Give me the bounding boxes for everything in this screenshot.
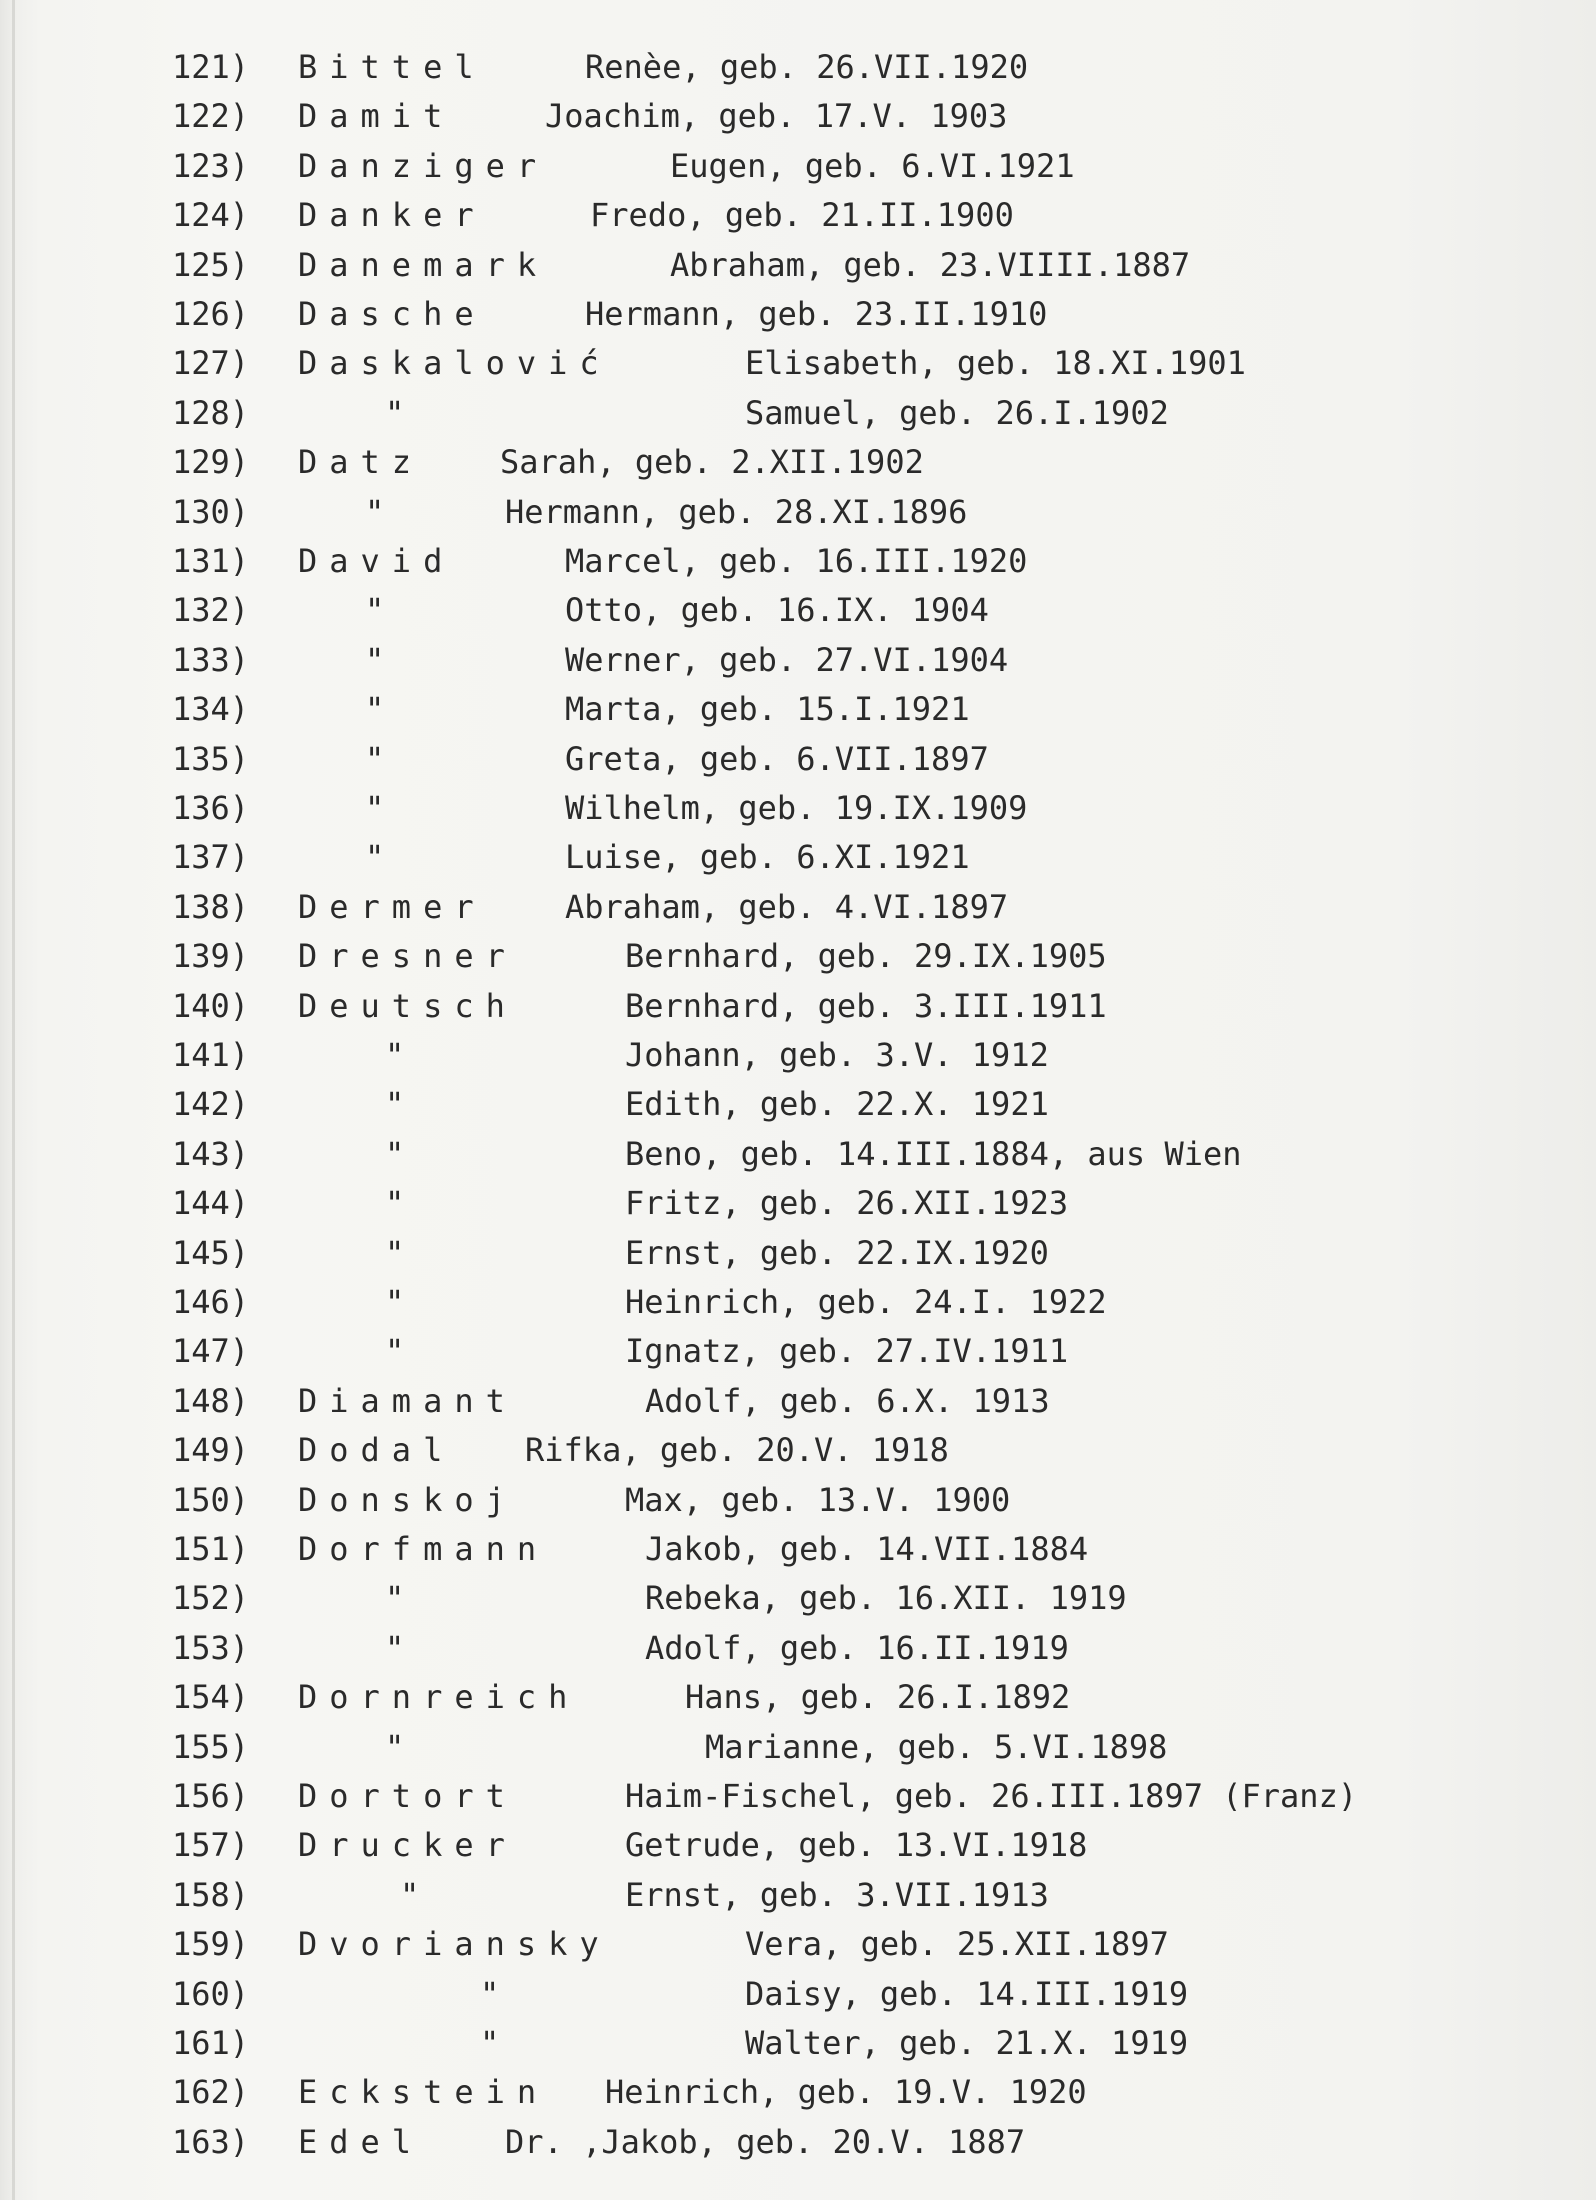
entry-details: Johann, geb. 3.V. 1912 [625,1036,1049,1074]
list-item [0,1230,1596,1276]
ditto-mark: " [365,838,385,877]
entry-details: Eugen, geb. 6.VI.1921 [670,146,1075,185]
surname: Bittel [298,48,486,86]
list-item [0,390,1596,436]
surname: Drucker [298,1826,517,1865]
entry-number: 161) [172,2024,250,2062]
entry-details: Luise, geb. 6.XI.1921 [565,838,970,877]
entry-number: 128) [172,393,250,432]
entry-number: 124) [172,196,250,235]
ditto-mark: " [385,393,405,432]
entry-details: Bernhard, geb. 29.IX.1905 [625,937,1107,976]
entry-details: Adolf, geb. 6.X. 1913 [645,1381,1050,1420]
surname: Donskoj [298,1480,517,1519]
entry-details: Max, geb. 13.V. 1900 [625,1480,1011,1519]
list-item [0,1279,1596,1325]
entry-number: 154) [172,1678,250,1717]
list-item [0,1131,1596,1177]
entry-details: Daisy, geb. 14.III.1919 [745,1974,1189,2013]
list-item [0,686,1596,732]
entry-details: Edith, geb. 22.X. 1921 [625,1085,1049,1124]
list-item [0,2119,1596,2165]
surname: Dorfmann [298,1530,549,1568]
entry-details: Otto, geb. 16.IX. 1904 [565,591,989,630]
list-item [0,983,1596,1029]
list-item [0,587,1596,633]
entry-number: 138) [172,887,250,926]
surname: Dvoriansky [298,1925,611,1964]
ditto-mark: " [385,1085,405,1124]
entry-number: 125) [172,245,250,284]
surname: Dasche [298,295,486,333]
list-item [0,1724,1596,1770]
entry-details: Fritz, geb. 26.XII.1923 [625,1184,1069,1223]
entry-number: 126) [172,295,250,333]
entry-details: Vera, geb. 25.XII.1897 [745,1925,1169,1964]
entry-number: 127) [172,344,250,383]
list-item [0,1328,1596,1374]
list-item [0,143,1596,189]
ditto-mark: " [365,739,385,778]
list-item [0,2069,1596,2115]
surname: Datz [298,443,424,482]
entry-details: Abraham, geb. 4.VI.1897 [565,887,1009,926]
entry-details: Dr. ,Jakob, geb. 20.V. 1887 [505,2122,1026,2161]
entry-details: Sarah, geb. 2.XII.1902 [500,443,924,482]
entry-details: Adolf, geb. 16.II.1919 [645,1628,1069,1667]
entry-number: 157) [172,1826,250,1865]
ditto-mark: " [385,1332,405,1371]
entry-number: 163) [172,2122,250,2161]
entry-details: Hermann, geb. 23.II.1910 [585,295,1048,333]
entry-number: 156) [172,1777,250,1815]
ditto-mark: " [365,492,385,531]
list-item [0,1032,1596,1078]
entry-number: 134) [172,690,250,729]
surname: Dornreich [298,1678,580,1717]
list-item [0,1081,1596,1127]
surname: Dresner [298,937,517,976]
entry-details: Abraham, geb. 23.VIIII.1887 [670,245,1191,284]
list-item [0,1822,1596,1868]
entry-details: Marta, geb. 15.I.1921 [565,690,970,729]
ditto-mark: " [365,591,385,630]
entry-details: Jakob, geb. 14.VII.1884 [645,1530,1089,1568]
list-item [0,1971,1596,2017]
ditto-mark: " [385,1184,405,1223]
entry-details: Getrude, geb. 13.VI.1918 [625,1826,1088,1865]
ditto-mark: " [365,640,385,679]
entry-number: 159) [172,1925,250,1964]
ditto-mark: " [385,1727,405,1766]
entry-details: Heinrich, geb. 19.V. 1920 [605,2073,1087,2112]
surname: Diamant [298,1381,517,1420]
entry-number: 132) [172,591,250,630]
entry-details: Bernhard, geb. 3.III.1911 [625,986,1107,1025]
ditto-mark: " [385,1036,405,1074]
list-item [0,1674,1596,1720]
entry-number: 142) [172,1085,250,1124]
entry-details: Ignatz, geb. 27.IV.1911 [625,1332,1069,1371]
entry-details: Renèe, geb. 26.VII.1920 [585,48,1029,86]
entry-details: Haim-Fischel, geb. 26.III.1897 (Franz) [625,1777,1358,1815]
entry-details: Heinrich, geb. 24.I. 1922 [625,1283,1107,1321]
ditto-mark: " [400,1875,420,1914]
surname: Danziger [298,146,549,185]
ditto-mark: " [385,1579,405,1618]
entry-number: 121) [172,48,250,86]
list-item [0,439,1596,485]
list-item [0,637,1596,683]
list-item [0,1526,1596,1572]
ditto-mark: " [385,1134,405,1173]
entry-details: Rebeka, geb. 16.XII. 1919 [645,1579,1127,1618]
list-item [0,1625,1596,1671]
entry-details: Marcel, geb. 16.III.1920 [565,542,1028,580]
surname: Damit [298,97,455,136]
entry-number: 162) [172,2073,250,2112]
entry-number: 130) [172,492,250,531]
list-item [0,93,1596,139]
surname: Edel [298,2122,424,2161]
entry-details: Hans, geb. 26.I.1892 [685,1678,1071,1717]
surname: Danemark [298,245,549,284]
entry-number: 160) [172,1974,250,2013]
entry-number: 140) [172,986,250,1025]
entry-number: 152) [172,1579,250,1618]
entry-details: Fredo, geb. 21.II.1900 [590,196,1014,235]
list-item [0,933,1596,979]
entry-number: 149) [172,1431,250,1470]
list-item [0,1872,1596,1918]
list-item [0,1180,1596,1226]
entry-details: Joachim, geb. 17.V. 1903 [545,97,1008,136]
entry-number: 143) [172,1134,250,1173]
entry-number: 123) [172,146,250,185]
entry-number: 141) [172,1036,250,1074]
ditto-mark: " [385,1283,405,1321]
entry-number: 122) [172,97,250,136]
list-item [0,242,1596,288]
ditto-mark: " [385,1233,405,1272]
list-item [0,736,1596,782]
entry-details: Ernst, geb. 22.IX.1920 [625,1233,1049,1272]
surname: David [298,542,455,580]
list-item [0,1773,1596,1819]
list-item [0,192,1596,238]
entry-details: Elisabeth, geb. 18.XI.1901 [745,344,1246,383]
ditto-mark: " [480,1974,500,2013]
entry-number: 148) [172,1381,250,1420]
list-item [0,1575,1596,1621]
entry-details: Greta, geb. 6.VII.1897 [565,739,989,778]
surname: Dodal [298,1431,455,1470]
list-item [0,2020,1596,2066]
entry-number: 135) [172,739,250,778]
list-item [0,340,1596,386]
list-item [0,1921,1596,1967]
surname: Danker [298,196,486,235]
list-item [0,489,1596,535]
entry-number: 151) [172,1530,250,1568]
list-item [0,1477,1596,1523]
entry-details: Marianne, geb. 5.VI.1898 [705,1727,1168,1766]
surname: Dortort [298,1777,517,1815]
entry-number: 136) [172,789,250,827]
ditto-mark: " [385,1628,405,1667]
entry-number: 137) [172,838,250,877]
entry-number: 150) [172,1480,250,1519]
surname: Daskalović [298,344,611,383]
entry-details: Hermann, geb. 28.XI.1896 [505,492,968,531]
entry-number: 147) [172,1332,250,1371]
list-item [0,291,1596,337]
ditto-mark: " [365,789,385,827]
entry-number: 158) [172,1875,250,1914]
list-item [0,1427,1596,1473]
surname: Eckstein [298,2073,549,2112]
entry-details: Beno, geb. 14.III.1884, aus Wien [625,1134,1242,1173]
entry-number: 129) [172,443,250,482]
entry-details: Walter, geb. 21.X. 1919 [745,2024,1189,2062]
entry-details: Wilhelm, geb. 19.IX.1909 [565,789,1028,827]
entry-details: Samuel, geb. 26.I.1902 [745,393,1169,432]
entry-number: 155) [172,1727,250,1766]
entry-number: 153) [172,1628,250,1667]
list-item [0,834,1596,880]
list-item [0,884,1596,930]
entry-number: 144) [172,1184,250,1223]
list-item [0,44,1596,90]
surname: Dermer [298,887,486,926]
entry-number: 139) [172,937,250,976]
entry-number: 145) [172,1233,250,1272]
entry-number: 131) [172,542,250,580]
list-item [0,538,1596,584]
entry-details: Rifka, geb. 20.V. 1918 [525,1431,949,1470]
entry-number: 146) [172,1283,250,1321]
list-item [0,1378,1596,1424]
ditto-mark: " [480,2024,500,2062]
list-item [0,785,1596,831]
surname: Deutsch [298,986,517,1025]
entry-details: Werner, geb. 27.VI.1904 [565,640,1009,679]
entry-details: Ernst, geb. 3.VII.1913 [625,1875,1049,1914]
entry-number: 133) [172,640,250,679]
ditto-mark: " [365,690,385,729]
